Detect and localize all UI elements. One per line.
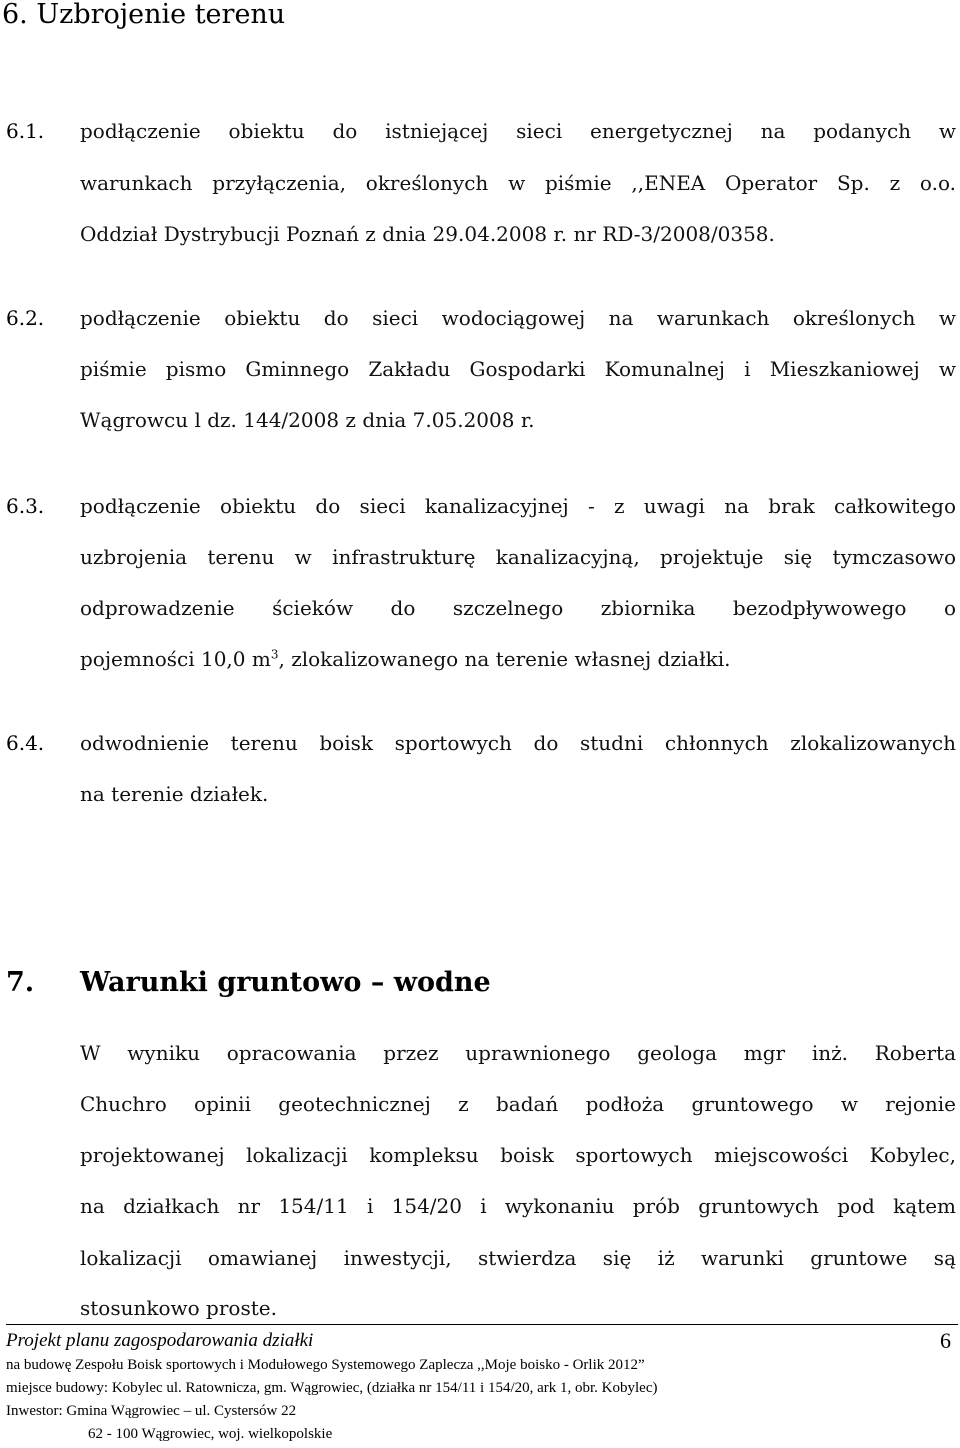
page-number: 6 [940,1328,951,1353]
item-6-3-line-4-rest: , zlokalizowanego na terenie własnej działki. [278,647,731,671]
section-6-heading: 6. Uzbrojenie terenu [2,0,286,30]
item-6-1-number: 6.1. [6,119,45,143]
item-6-2-line-2: piśmie pismo Gminnego Zakładu Gospodarki Komunalnej i Mieszkaniowej w [80,357,956,381]
item-6-1-line-1: podłączenie obiektu do istniejącej sieci energetycznej na podanych w [80,119,956,143]
item-6-3-line-4-text: pojemności 10,0 m [80,647,271,671]
section-7-number: 7. [6,967,35,998]
section-7-heading: Warunki gruntowo – wodne [80,967,491,998]
item-6-1-line-3: Oddział Dystrybucji Poznań z dnia 29.04.2008 r. nr RD-3/2008/0358. [80,222,775,246]
superscript-3: 3 [270,647,279,662]
item-6-3-line-1: podłączenie obiektu do sieci kanalizacyjnej - z uwagi na brak całkowitego [80,494,956,518]
item-6-3-line-2: uzbrojenia terenu w infrastrukturę kanalizacyjną, projektuje się tymczasowo [80,545,956,569]
section-7-line-5: lokalizacji omawianej inwestycji, stwierdza się iż warunki gruntowe są [80,1246,956,1270]
section-7-line-1: W wyniku opracowania przez uprawnionego geologa mgr inż. Roberta [80,1041,956,1065]
item-6-4-line-2: na terenie działek. [80,782,269,806]
section-7-line-6: stosunkowo proste. [80,1296,277,1320]
item-6-2-line-3: Wągrowcu l dz. 144/2008 z dnia 7.05.2008 r. [80,408,535,432]
item-6-1-line-2: warunkach przyłączenia, określonych w piśmie ,,ENEA Operator Sp. z o.o. [80,171,956,195]
item-6-2-line-1: podłączenie obiektu do sieci wodociągowej na warunkach określonych w [80,306,956,330]
item-6-2-number: 6.2. [6,306,45,330]
item-6-3-line-3: odprowadzenie ścieków do szczelnego zbiornika bezodpływowego o [80,596,956,620]
footer-divider [6,1324,958,1325]
section-7-line-2: Chuchro opinii geotechnicznej z badań podłoża gruntowego w rejonie [80,1092,956,1116]
footer-line-3: miejsce budowy: Kobylec ul. Ratownicza, gm. Wągrowiec, (działka nr 154/11 i 154/20, ark 1, obr. Kobylec) [6,1380,658,1396]
section-7-line-3: projektowanej lokalizacji kompleksu boisk sportowych miejscowości Kobylec, [80,1143,956,1167]
footer-title: Projekt planu zagospodarowania działki [6,1330,314,1351]
footer-line-4: Inwestor: Gmina Wągrowiec – ul. Cystersów 22 [6,1403,297,1419]
item-6-3-line-4 [80,647,731,671]
item-6-4-line-1: odwodnienie terenu boisk sportowych do studni chłonnych zlokalizowanych [80,731,956,755]
section-7-line-4: na działkach nr 154/11 i 154/20 i wykonaniu prób gruntowych pod kątem [80,1194,956,1218]
footer-line-2: na budowę Zespołu Boisk sportowych i Modułowego Systemowego Zaplecza ,,Moje boisko - Orlik 2012” [6,1357,645,1373]
item-6-4-number: 6.4. [6,731,45,755]
footer-line-5: 62 - 100 Wągrowiec, woj. wielkopolskie [88,1426,333,1442]
item-6-3-number: 6.3. [6,494,45,518]
